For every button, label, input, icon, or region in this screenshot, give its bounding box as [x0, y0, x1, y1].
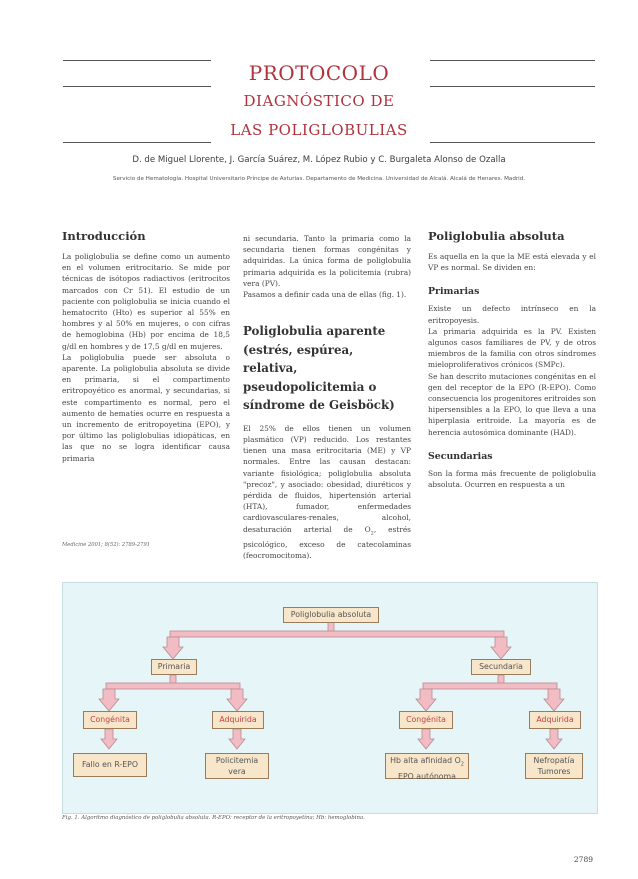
col1-paragraph-2: La poliglobulia puede ser absoluta o aparente. La poliglobulia absoluta se divide en primaria, si el compartimento eritropoyético es anormal, y secundarias, si este compartimento es normal, pero el aumento de hematíes ocurre en respuesta a un incremento de eritropoyetina (EPO), y por último las poliglobulias idiopáticas, en las que no se logra identificar causa primaria: [62, 352, 230, 463]
node-primaria: Primaria: [151, 659, 197, 675]
col2-paragraph-2: Pasamos a definir cada una de ellas (fig. 1).: [243, 290, 407, 300]
arrow-to-secundaria: [491, 637, 511, 659]
affiliation: Servicio de Hematología. Hospital Universitario Príncipe de Asturias. Departamento de Medicina. Universidad de Alcalá. Alcalá de Henares. Madrid.: [112, 176, 526, 182]
title-line-1: PROTOCOLO: [248, 61, 390, 85]
nefro-line-1: Nefropatía: [533, 756, 575, 765]
node-policitemia-vera: [205, 753, 269, 779]
hb-line-1-sub: 2: [460, 761, 464, 768]
header-rule-left-bottom: [63, 142, 211, 143]
col3-paragraph-2: Existe un defecto intrínseco en la eritropoyesis.: [428, 304, 596, 325]
col2-p3-text: El 25% de ellos tienen un volumen plasmático (VP) reducido. Los restantes tienen una masa eritrocitaria (ME) y VP normales. Entre las causan destacan: variante fisiológica; poliglobulia absoluta "precoz", y asociado: obesidad, diuréticos y pérdida de fluidos, hipertensión arterial (HTA), fumador, enfermedades cardiovasculares-renales, alcohol, desaturación arterial de O: [243, 423, 411, 534]
hb-line-2: EPO autónoma: [398, 771, 456, 781]
col3-paragraph-1: Es aquella en la que la ME está elevada y el VP es normal. Se dividen en:: [428, 252, 596, 273]
col3-paragraph-4: Se han descrito mutaciones congénitas en el gen del receptor de la EPO (R-EPO). Como consecuencia los progenitores eritroides son hipersensibles a la EPO, lo que lleva a una hiperplasia eritroide. La mayoría es de herencia autosómica dominante (HAD).: [428, 371, 597, 437]
subheading-primarias: Primarias: [428, 286, 480, 298]
hb-line-1: [386, 755, 468, 771]
connector-secundaria-bar: [423, 683, 557, 689]
node-congenita-2: Congénita: [399, 711, 453, 729]
arrow-to-adquirida-2: [544, 689, 564, 711]
title-line-3: LAS POLIGLOBULIAS: [230, 121, 408, 139]
header-rule-right-bottom: [430, 142, 595, 143]
hb-line-1-text: Hb alta afinidad O: [390, 756, 461, 765]
col3-paragraph-5: Son la forma más frecuente de poliglobulia absoluta. Ocurren en respuesta a un: [428, 468, 596, 490]
node-congenita-1: Congénita: [83, 711, 137, 729]
header-rule-left-mid: [63, 86, 211, 87]
authors: D. de Miguel Llorente, J. García Suárez, M. López Rubio y C. Burgaleta Alonso de Ozalla: [132, 155, 506, 165]
arrow-to-policitemia: [229, 729, 245, 749]
arrow-to-adquirida-1: [227, 689, 247, 711]
arrow-to-hb: [418, 729, 434, 749]
heading-poliglobulia-absoluta: Poliglobulia absoluta: [428, 229, 565, 243]
column-1: [62, 228, 230, 464]
column-3: [428, 228, 596, 490]
arrow-to-primaria: [163, 637, 183, 659]
heading-introduccion: Introducción: [62, 229, 146, 243]
arrow-to-congenita-1: [99, 689, 119, 711]
citation: Medicine 2001; 8(52): 2789-2791: [62, 542, 151, 548]
figure-1: [62, 582, 598, 814]
node-hb-epo: [385, 753, 469, 779]
node-adquirida-2: Adquirida: [529, 711, 581, 729]
node-nefropatia-tumores: [525, 753, 583, 779]
arrow-to-congenita-2: [416, 689, 436, 711]
figure-caption: Fig. 1. Algoritmo diagnóstico de poliglobulia absoluta. R-EPO: receptor de la eritropoyetina; Hb: hemoglobina.: [62, 815, 365, 821]
node-adquirida-1: Adquirida: [212, 711, 264, 729]
heading-poliglobulia-aparente: Poliglobulia aparente (estrés, espúrea, relativa, pseudopolicitemia o síndrome de Geisböck): [243, 324, 395, 413]
connector-primaria-bar: [106, 683, 240, 689]
header-rule-right-mid: [430, 86, 595, 87]
col2-p3-end: , estrés psicológico, exceso de catecolaminas (feocromocitoma).: [243, 524, 411, 561]
col3-paragraph-3: La primaria adquirida es la PV. Existen algunos casos familiares de PV, y de otros miembros de la familia con otros síndromes mieloproliferativos crónicos (SMPc).: [428, 326, 596, 370]
column-2: [243, 233, 411, 562]
col2-paragraph-3: [243, 423, 411, 562]
node-secundaria: Secundaria: [471, 659, 531, 675]
subheading-secundarias: Secundarias: [428, 450, 493, 462]
policitemia-line-1: Policitemia: [215, 756, 259, 765]
arrow-to-fallo: [101, 729, 117, 749]
title-line-2: DIAGNÓSTICO DE: [243, 92, 395, 110]
col2-paragraph-1: ni secundaria. Tanto la primaria como la secundaria tienen formas congénitas y adquiridas. La única forma de poliglobulia primaria adquirida es la policitemia (rubra) vera (PV).: [243, 234, 411, 288]
page-number: 2789: [573, 855, 593, 864]
col2-p3-sub: 2: [370, 530, 374, 537]
node-fallo-r-epo: Fallo en R-EPO: [73, 753, 147, 777]
policitemia-line-2: vera: [228, 767, 246, 776]
connector-top-bar: [170, 631, 504, 637]
nefro-line-2: Tumores: [537, 767, 571, 776]
arrow-to-nefropatia: [546, 729, 562, 749]
col1-paragraph-1: La poliglobulia se define como un aumento en el volumen eritrocitario. Se mide por técnicas de isótopos radiactivos (eritrocitos marcados con Cr 51). El estudio de un paciente con poliglobulia se inicia cuando el hematocrito (Hto) es superior al 55% en hombres y al 50% en mujeres, o con cifras de hemoglobina (Hb) por encima de 18,5 g/dl en hombres y de 17,5 g/dl en mujeres.: [62, 252, 230, 351]
node-poliglobulia-absoluta: Poliglobulia absoluta: [283, 607, 379, 623]
